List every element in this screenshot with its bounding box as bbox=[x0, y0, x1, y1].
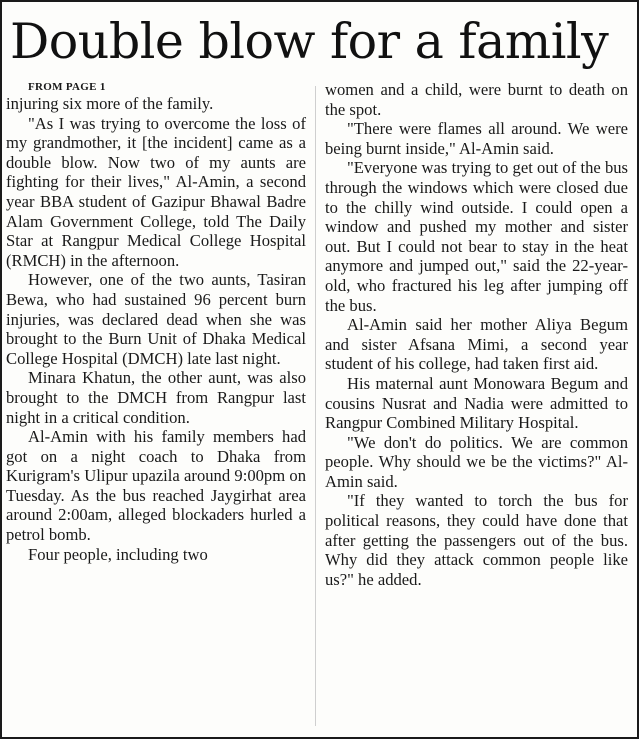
paragraph: "There were flames all around. We were being burnt inside," Al-Amin said. bbox=[325, 119, 628, 158]
paragraph: "We don't do politics. We are common people. Why should we be the victims?" Al-Amin said. bbox=[325, 432, 628, 491]
paragraph: Four people, including two bbox=[28, 544, 208, 564]
left-column bbox=[6, 80, 306, 564]
column-divider bbox=[315, 86, 316, 726]
paragraph: Minara Khatun, the other aunt, was also brought to the DMCH from Rangpur last night in a critical condition. bbox=[6, 368, 306, 427]
paragraph: His maternal aunt Monowara Begum and cousins Nusrat and Nadia were admitted to Rangpur Combined Military Hospital. bbox=[325, 373, 628, 433]
paragraph: "As I was trying to overcome the loss of my grandmother, it [the incident] came as a double blow. Now two of my aunts are fighting for their lives," Al-Amin, a second year BBA student of Gazipur Bhawal Badre Alam Government College, told The Daily Star at Rangpur Medical College Hospital (RMCH) in the afternoon. bbox=[6, 113, 306, 270]
right-column bbox=[325, 80, 628, 589]
headline: Double blow for a family bbox=[10, 13, 609, 70]
jump-label: FROM PAGE 1 bbox=[28, 81, 106, 93]
paragraph: injuring six more of the family. bbox=[6, 94, 214, 113]
paragraph: women and a child, were burnt to death on the spot. bbox=[325, 80, 628, 119]
paragraph: "Everyone was trying to get out of the bus through the windows which were closed due to the chilly wind outside. I could open a window and pushed my mother and sister out. But I could not bear to stay in the heat anymore and jumped out," said the 22-year-old, who fractured his leg after jumping off the bus. bbox=[325, 158, 628, 315]
paragraph: However, one of the two aunts, Tasiran Bewa, who had sustained 96 percent burn injuries, was declared dead when she was brought to the Burn Unit of Dhaka Medical College Hospital (DMCH) late last night. bbox=[6, 270, 306, 368]
paragraph: "If they wanted to torch the bus for political reasons, they could have done that after getting the passengers out of the bus. Why did they attack common people like us?" he added. bbox=[325, 491, 628, 589]
paragraph: Al-Amin said her mother Aliya Begum and sister Afsana Mimi, a second year student of his college, had taken first aid. bbox=[325, 315, 628, 374]
paragraph: Al-Amin with his family members had got on a night coach to Dhaka from Kurigram's Ulipur upazila around 9:00pm on Tuesday. As the bus reached Jaygirhat area around 2:00am, alleged blockaders hurled a petrol bomb. bbox=[6, 427, 306, 545]
